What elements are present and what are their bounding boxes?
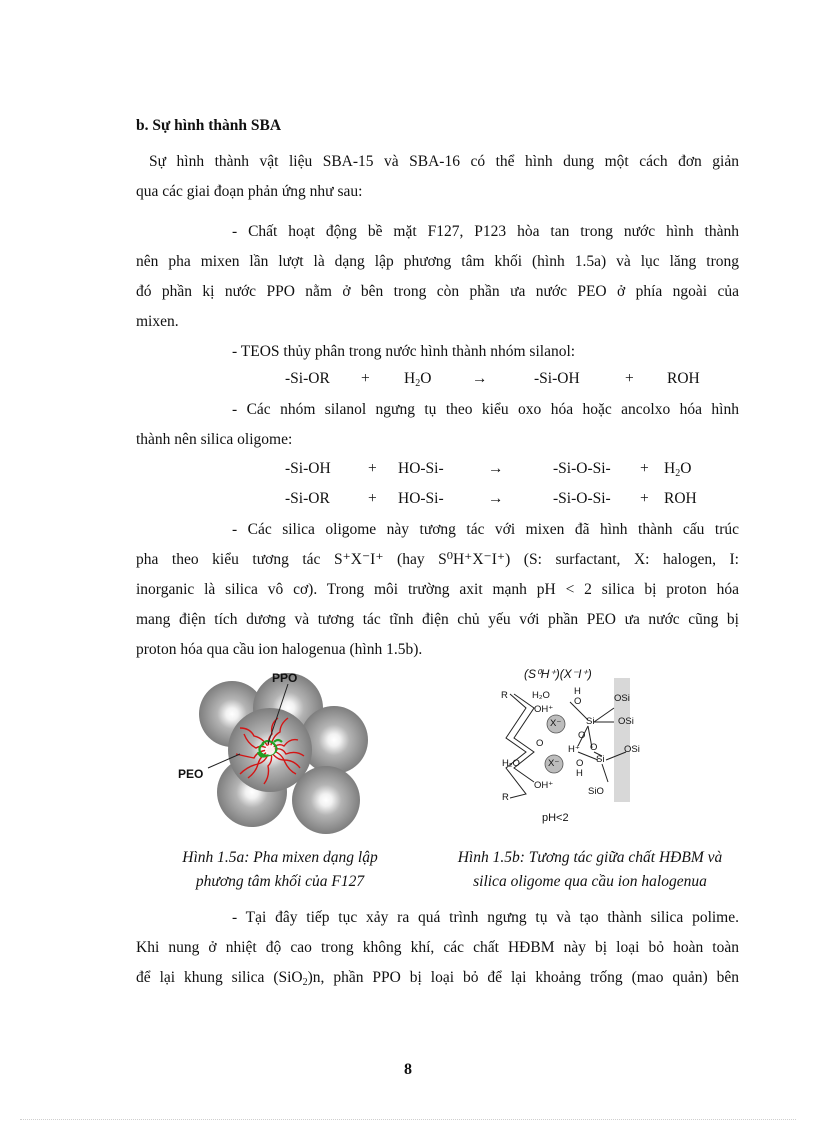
eq1-reactant-2: $H_2O$ bbox=[404, 370, 432, 389]
eq1-plus-1: + bbox=[361, 370, 370, 387]
eq2-reactant-1: -Si-OH bbox=[285, 460, 331, 477]
label-ppo: PPO bbox=[272, 671, 298, 685]
eq1-reactant-1: -Si-OR bbox=[285, 370, 330, 387]
label-si-1: Si bbox=[586, 716, 595, 727]
step1-line-1: - Chất hoạt động bề mặt F127, P123 hòa tan trong nước hình thành bbox=[232, 223, 739, 240]
eq3-reactant-2: HO-Si- bbox=[398, 490, 444, 507]
eq2-product-2: $H_2O$ bbox=[664, 460, 692, 479]
label-h-1: H bbox=[574, 686, 581, 697]
eq3-arrow: → bbox=[488, 490, 504, 507]
label-oh-2: OH⁺ bbox=[534, 780, 554, 791]
eq3-plus-1: + bbox=[368, 490, 377, 507]
scheme-labels bbox=[490, 664, 650, 832]
label-x-1: X⁻ bbox=[550, 718, 562, 729]
label-o-3: O bbox=[536, 738, 544, 749]
label-peo: PEO bbox=[178, 767, 204, 781]
eq1-product-2: ROH bbox=[667, 370, 700, 387]
step5-line-2: Khi nung ở nhiệt độ cao trong không khí, các chất HĐBM này bị loại bỏ hoàn toàn bbox=[136, 939, 739, 956]
page-number: 8 bbox=[404, 1061, 412, 1078]
page-bottom-divider bbox=[20, 1119, 796, 1120]
eq2-arrow: → bbox=[488, 460, 504, 477]
figure-1-5a-micelle bbox=[170, 664, 380, 844]
caption-figure-1-5b: Hình 1.5b: Tương tác giữa chất HĐBM và silica oligome qua cầu ion halogenua bbox=[457, 849, 723, 890]
step4-line-4: mang điện tích dương và tương tác tĩnh điện chủ yếu với phần PEO ưa nước cũng bị bbox=[136, 611, 739, 628]
section-heading: b. Sự hình thành SBA bbox=[136, 117, 282, 134]
eq2-reactant-2: HO-Si- bbox=[398, 460, 444, 477]
label-osi-1: OSi bbox=[614, 693, 630, 704]
eq2-plus-1: + bbox=[368, 460, 377, 477]
step2-line-1: - TEOS thủy phân trong nước hình thành nhóm silanol: bbox=[232, 343, 576, 360]
label-o-4: O bbox=[590, 742, 598, 753]
step3-line-1: - Các nhóm silanol ngưng tụ theo kiểu oxo hóa hoặc ancolxo hóa hình bbox=[232, 401, 739, 418]
label-o-5: O bbox=[576, 758, 584, 769]
label-ph: pH<2 bbox=[542, 812, 569, 824]
step1-line-2: nên pha mixen lần lượt là dạng lập phương tâm khối (hình 1.5a) và lục lăng trong bbox=[136, 253, 739, 270]
scheme-title: (S⁰H⁺)(X⁻I⁺) bbox=[524, 667, 592, 681]
step4-line-1: - Các silica oligome này tương tác với mixen đã hình thành cấu trúc bbox=[232, 521, 739, 538]
step4-line-5: proton hóa qua cầu ion halogenua (hình 1.5b). bbox=[136, 641, 423, 658]
intro-line-1: Sự hình thành vật liệu SBA-15 và SBA-16 có thể hình dung một cách đơn giản bbox=[149, 153, 739, 170]
label-h2o-1: H₂O bbox=[532, 690, 550, 701]
eq3-product-2: ROH bbox=[664, 490, 697, 507]
eq3-reactant-1: -Si-OR bbox=[285, 490, 330, 507]
label-r-1: R bbox=[501, 690, 508, 701]
label-oh-1: OH⁺ bbox=[534, 704, 554, 715]
eq1-arrow: → bbox=[472, 370, 488, 387]
label-x-2: X⁻ bbox=[548, 758, 560, 769]
eq1-product-1: -Si-OH bbox=[534, 370, 580, 387]
caption-figure-1-5a: Hình 1.5a: Pha mixen dạng lập phương tâm khối của F127 bbox=[182, 849, 378, 890]
label-sio: SiO bbox=[588, 786, 604, 797]
eq3-product-1: -Si-O-Si- bbox=[553, 490, 611, 507]
label-o-1: O bbox=[574, 696, 582, 707]
step4-line-3: inorganic là silica vô cơ). Trong môi trường axit mạnh pH < 2 silica bị proton hóa bbox=[136, 581, 739, 598]
label-si-2: Si bbox=[596, 754, 605, 765]
eq2-product-1: -Si-O-Si- bbox=[553, 460, 611, 477]
label-h2o-2: H₂O bbox=[502, 758, 520, 769]
step5-line-3: để lại khung silica (SiO$_2$)n, phần PPO bị loại bỏ để lại khoảng trống (mao quản) bên bbox=[136, 969, 740, 988]
step5-line-1: - Tại đây tiếp tục xảy ra quá trình ngưng tụ và tạo thành silica polime. bbox=[232, 909, 739, 926]
step3-line-2: thành nên silica oligome: bbox=[136, 431, 293, 448]
label-r-2: R bbox=[502, 792, 509, 803]
label-osi-2: OSi bbox=[618, 716, 634, 727]
label-h-3: H bbox=[576, 768, 583, 779]
label-h-plus: H⁺ bbox=[568, 744, 580, 755]
label-osi-3: OSi bbox=[624, 744, 640, 755]
eq2-plus-2: + bbox=[640, 460, 649, 477]
label-o-2: O bbox=[578, 730, 586, 741]
eq3-plus-2: + bbox=[640, 490, 649, 507]
step1-line-4: mixen. bbox=[136, 313, 179, 330]
step4-line-2: pha theo kiểu tương tác S⁺X⁻I⁺ (hay S⁰H⁺X⁻I⁺) (S: surfactant, X: halogen, I: bbox=[136, 551, 739, 568]
step1-line-3: đó phần kị nước PPO nằm ở bên trong còn phần ưa nước PEO ở phía ngoài của bbox=[136, 283, 739, 300]
eq1-plus-2: + bbox=[625, 370, 634, 387]
intro-line-2: qua các giai đoạn phản ứng như sau: bbox=[136, 183, 363, 200]
